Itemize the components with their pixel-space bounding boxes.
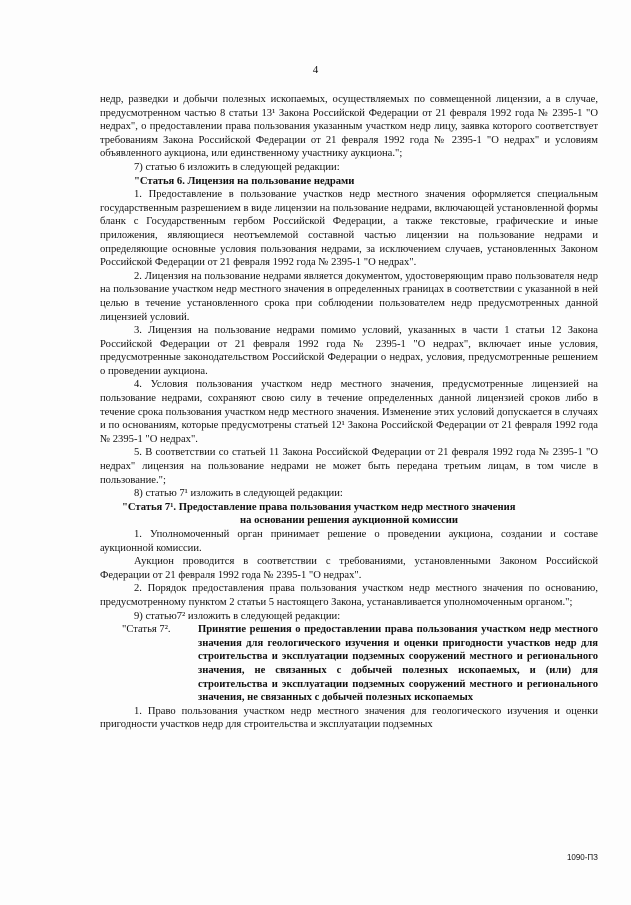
- article-7-1-title-line2: на основании решения аукционной комиссии: [240, 515, 458, 527]
- intro-paragraph: недр, разведки и добычи полезных ископаемых, осуществляемых по совмещенной лицензии, а в случае, предусмотренном частью 8 статьи 13¹ Закона Российской Федерации от 21 февраля 1992 года № 2395-1 "О недрах", о предоставлении права пользования указанным участком недр лицу, заявка которого соответствует требованиям Закона Российской Федерации от 21 февраля 1992 года № 2395-1 "О недрах" и условиям объявленного аукциона, или единственному участнику аукциона.";: [100, 94, 598, 160]
- article-6-paragraph-1: 1. Предоставление в пользование участков недр местного значения оформляется специальным государственным разрешением в виде лицензии на пользование недрами, включающей установленной формы бланк с Государственным гербом Российской Федерации, а также текстовые, графические и иные приложения, являющиеся неотъемлемой составной частью лицензии на пользование недрами и определяющие основные условия пользования недрами, за исключением случаев, установленных Законом Российской Федерации от 21 февраля 1992 года № 2395-1 "О недрах".: [100, 189, 599, 269]
- document-body: [100, 93, 598, 732]
- article-6-paragraph-5: 5. В соответствии со статьей 11 Закона Российской Федерации от 21 февраля 1992 года № 2395-1 "О недрах" лицензия на пользование недрами не может быть передана третьим лицам, в том числе в пользование.";: [100, 447, 598, 486]
- article-7-1-paragraph-1: 1. Уполномоченный орган принимает решение о проведении аукциона, создании и составе аукционной комиссии.: [100, 529, 598, 554]
- article-7-1-paragraph-1b: Аукцион проводится в соответствии с требованиями, установленными Законом Российской Федерации от 21 февраля 1992 года № 2395-1 "О недрах".: [100, 556, 598, 581]
- article-7-1-title: [100, 501, 598, 515]
- article-7-2-title: Принятие решения о предоставлении права пользования участком недр местного значения для геологического изучения и оценки пригодности участков недр для строительства и эксплуатации подземных сооружений местного и регионального значения, не связанных с добычей полезных ископаемых, и (или) для строительства и эксплуатации подземных сооружений местного и регионального значения, не связанных с добычей полезных ископаемых: [198, 624, 598, 704]
- article-7-2-paragraph-1: 1. Право пользования участком недр местного значения для геологического изучения и оценки пригодности участков недр для строительства и эксплуатации подземных: [100, 705, 598, 731]
- article-6-paragraph-4: 4. Условия пользования участком недр местного значения, предусмотренные лицензией на пользование недрами, сохраняют свою силу в течение определенных данной лицензией сроков либо в течение срока пользования участком недр местного значения. Изменение этих условий допускается в случаях и по основаниям, которые предусмотрены статьей 12¹ Закона Российской Федерации от 21 февраля 1992 года № 2395-1 "О недрах".: [100, 379, 598, 445]
- article-7-2-label: "Статья 7².: [122, 624, 171, 636]
- article-6-title: [100, 175, 598, 189]
- item-7-intro: 7) статью 6 изложить в следующей редакции:: [134, 161, 340, 173]
- article-7-2-heading: [100, 623, 598, 705]
- article-6-paragraph-3: 3. Лицензия на пользование недрами помимо условий, указанных в части 1 статьи 12 Закона Российской Федерации от 21 февраля 1992 года № 2395-1 "О недрах", включает иные условия, предусмотренные законодательством Российской Федерации о недрах, условия, предусмотренные решением о проведении аукциона.: [100, 325, 598, 377]
- page-number: 4: [312, 64, 319, 76]
- article-7-1-paragraph-2: 2. Порядок предоставления права пользования участком недр местного значения по основанию, предусмотренному пунктом 2 статьи 5 настоящего Закона, устанавливается уполномоченным органом.";: [100, 583, 598, 608]
- item-8-intro: 8) статью 7¹ изложить в следующей редакции:: [134, 488, 343, 500]
- item-9-intro: 9) статью7² изложить в следующей редакции:: [134, 610, 341, 622]
- document-code-stamp: 1090-ПЗ: [566, 853, 598, 862]
- article-6-title-text: "Статья 6. Лицензия на пользование недрами: [134, 175, 355, 187]
- article-6-paragraph-2: 2. Лицензия на пользование недрами является документом, удостоверяющим право пользователя недр на пользование участком недр местного значения в определенных границах в соответствии с указанной в ней целью в течение установленного срока при соблюдении пользователем недр предусмотренных данной лицензией условий.: [100, 270, 598, 323]
- article-7-1-title-text: "Статья 7¹. Предоставление права пользования участком недр местного значения: [122, 501, 516, 513]
